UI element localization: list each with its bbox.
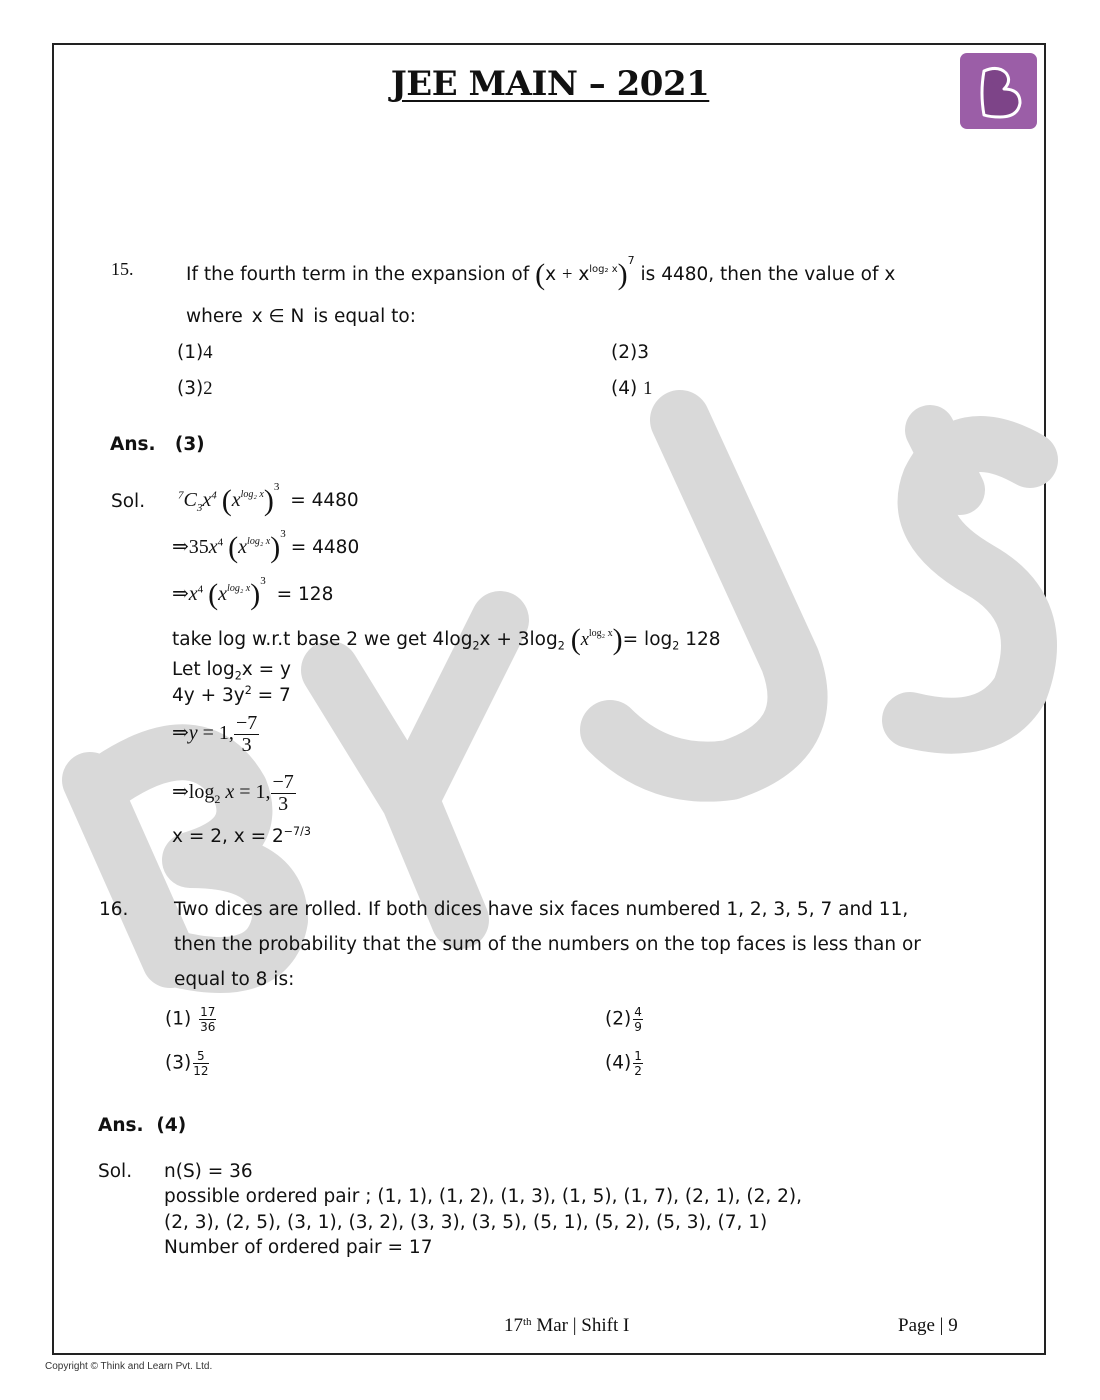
fraction: $\frac{17}{36}$ <box>200 1005 216 1034</box>
answer: Ans. (4) <box>98 1115 187 1136</box>
solution-line: (2, 3), (2, 5), (3, 1), (3, 2), (3, 3), (3, 5), (5, 1), (5, 2), (5, 3), (7, 1) <box>164 1212 768 1233</box>
fraction: $\frac{-7}{3}$ <box>235 712 258 756</box>
option-3[interactable]: (3)2 <box>177 378 213 399</box>
footer-date-shift: 17th Mar | Shift I <box>504 1315 630 1336</box>
solution-line: $\Rightarrow\log_2$ x = 1, $\frac{-7}{3}$ <box>172 771 294 815</box>
page-title: JEE MAIN – 2021 <box>390 64 710 104</box>
option-1[interactable]: (1) $\frac{17}{36}$ <box>165 1005 216 1034</box>
question-text: If the fourth term in the expansion of $(x + x^{log_2 x})^7$ is 4480, then the value of x <box>186 254 896 291</box>
solution-line: possible ordered pair ; (1, 1), (1, 2), (1, 3), (1, 5), (1, 7), (2, 1), (2, 2), <box>164 1186 802 1207</box>
question-text: Two dices are rolled. If both dices have six faces numbered 1, 2, 3, 5, 7 and 11, <box>174 899 909 920</box>
math-expression: $(x + x^{log_2 x})^7$ <box>535 254 635 291</box>
option-1[interactable]: (1)4 <box>177 342 213 363</box>
solution-line: n(S) = 36 <box>164 1161 253 1182</box>
option-2[interactable]: (2) $\frac{4}{9}$ <box>605 1005 642 1034</box>
question-text: equal to 8 is: <box>174 969 295 990</box>
fraction: $\frac{5}{12}$ <box>193 1049 209 1078</box>
byjus-logo-icon <box>960 53 1037 129</box>
solution-label: Sol. <box>111 491 146 512</box>
solution-line: $^7C_3x^4$ $(x^{log_2 x})^3 = 4480$ <box>178 481 359 517</box>
fraction: $\frac{4}{9}$ <box>634 1005 642 1034</box>
solution-line: Let $\log_2x = y$ <box>172 659 291 683</box>
question-number: 15. <box>111 259 134 279</box>
option-2[interactable]: (2)3 <box>611 342 649 363</box>
fraction: $\frac{-7}{3}$ <box>272 771 294 815</box>
answer: Ans. (3) <box>110 434 205 455</box>
option-4[interactable]: (4) 1 <box>611 378 653 399</box>
copyright-notice: Copyright © Think and Learn Pvt. Ltd. <box>45 1361 213 1372</box>
solution-line: ⇒y = 1, $\frac{-7}{3}$ <box>172 712 258 756</box>
solution-label: Sol. <box>98 1161 133 1182</box>
fraction: $\frac{1}{2}$ <box>634 1049 642 1078</box>
page-number: Page | 9 <box>898 1315 958 1336</box>
solution-line: Number of ordered pair = 17 <box>164 1237 433 1258</box>
option-3[interactable]: (3) $\frac{5}{12}$ <box>165 1049 209 1078</box>
solution-line: $\Rightarrow 35x^4$ $(x^{log_2 x})^3 = 4480$ <box>172 528 360 564</box>
solution-line: $\Rightarrow x^4$ $(x^{log_2 x})^3 = 128$ <box>172 575 334 611</box>
question-number: 16. <box>99 899 129 920</box>
solution-line: x = 2, $x = 2^{-7/3}$ <box>172 824 311 847</box>
solution-line: $4y + 3y^2 = 7$ <box>172 683 291 706</box>
solution-line: take log w.r.t base 2 we get $4\log_2x + 3\log_2$ $(x^{log_2 x})= \log_2 128$ <box>172 623 721 656</box>
question-text-line2: where x ∈ N is equal to: <box>186 306 416 327</box>
option-4[interactable]: (4) $\frac{1}{2}$ <box>605 1049 642 1078</box>
question-text: then the probability that the sum of the numbers on the top faces is less than or <box>174 934 921 955</box>
